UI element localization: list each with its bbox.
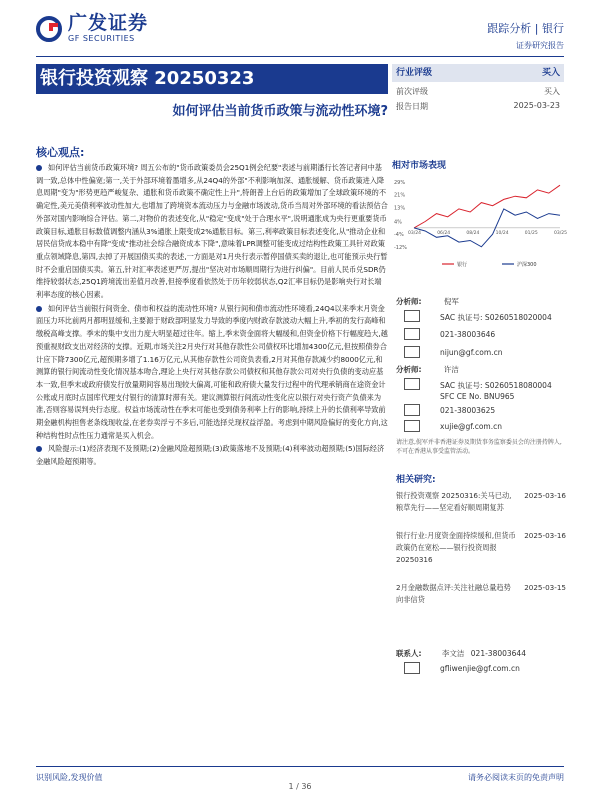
brand-logo bbox=[36, 14, 148, 43]
id-card-icon bbox=[404, 310, 420, 322]
x-tick-label: 08/24 bbox=[466, 230, 480, 236]
report-type bbox=[487, 20, 564, 51]
contact-email[interactable]: gfliwenjie@gf.com.cn bbox=[440, 664, 520, 673]
core-text-3: 风险提示:(1)经济表现不及预期;(2)金融风险超预期;(3)政策落地不及预期;(4)利率波动超预期;(5)国际经济金融风险超预期等。 bbox=[36, 444, 385, 467]
id-card-icon bbox=[404, 378, 420, 390]
analyst-2-email[interactable]: xujie@gf.com.cn bbox=[440, 422, 502, 431]
bullet-icon bbox=[36, 446, 42, 452]
report-date-value: 2025-03-23 bbox=[513, 101, 560, 110]
analyst-note: 请注意,倪军并非香港证券及期货事务监察委员会的注册持牌人,不可在香港从事受监管活动。 bbox=[396, 439, 562, 455]
x-tick-label: 06/24 bbox=[437, 230, 451, 236]
related-item[interactable] bbox=[396, 530, 566, 566]
header-divider bbox=[36, 56, 564, 57]
report-date-row bbox=[392, 99, 564, 114]
relative-performance-chart bbox=[392, 178, 567, 270]
legend-label: 沪深300 bbox=[517, 262, 537, 268]
email-icon bbox=[404, 346, 420, 358]
footer bbox=[36, 766, 564, 782]
rating-label: 行业评级 bbox=[396, 68, 433, 78]
report-category: 跟踪分析 | 银行 bbox=[487, 22, 564, 35]
core-paragraph-3 bbox=[36, 443, 388, 468]
report-label: 证券研究报告 bbox=[516, 41, 564, 50]
core-view-title: 核心观点: bbox=[36, 146, 85, 159]
related-item[interactable] bbox=[396, 582, 566, 606]
core-text-2: 如何评估当前银行间资金、债市和权益的流动性环境? 从银行间和债市流动性环境看,24Q4以来季末月资金面压力环比前两月都明显缓和,主要源于财政部明显发力导致的季度内财政存款波动大幅上升,季初的发行高峰和缴税高峰支撑。季末的集中支出力度大明显超过往年。缩上,季末资金面将大幅缓和,但资金价格下行幅度趋大,越预重视财政支出对经济的支撑。近期,市场关注2月央行对其他存款性公司债权环比增加4300亿元,但按照债券合计应下降7300亿元,超预期多增了1.16万亿元,从其他存款性公司资负表看,2月对其他存款减少约8000亿元,和测算的银行间流动性变化情况基本吻合,理论上央行对其他存款公司债权和其他存款公司对央行负债的变动应基本一致,但季末或政府债发行放量期间容易出现较大偏离,可能和政府债大量发行过程中的代理承销商在途资金计公账或月底时点国库代理支付银行的清算时滞有关。建议测算银行间流动性变化应以银行对央行资产负债来为准,否则容易误判央行态度。权益市场流动性在季末可能也受到债务利率上行的影响,持续上升的长债利率导致前期金融机构担售老条线现收益,在老券卖浮亏不多后,可能选择兑现权益浮盈。考虑到中期风险偏好的变化方向,这种结构性时点性压力通常是买入机会。 bbox=[36, 303, 388, 440]
analyst-1-label: 分析师: bbox=[396, 297, 422, 306]
core-text-1: 如何评估当前货币政策环境? 周五公布的"货币政策委员会25Q1例会纪要"表述与前期潘行长答记者问中基调一致,总体中性偏宽;第一,关于外部环境着墨增多,从24Q4的外部"不利影响加深、通胀缓解、货币政策进入降息周期"变为"形势更趋严峻复杂、通胀和货币政策不确定性上升",特朗普上台后的政策增加了全球政策环境的不确定性,美元美债利率波动性加大,也增加了跨境资本流动压力与金融市场波动,货币当局对外部环境的看法预估合外部对国内影响综合评估。第二,对物价的表述变化,从"稳定"变成"处于合理水平",说明通胀成为央行更重要货币政策目标,通胀目标数值调整内涵从3%通胀上限变成2%通胀目标。第三,利率政策目标表述变化,从"推动企业和居民信贷成本稳中有降"变成"推动社会综合融资成本下降",意味着LPR调整可能变成过结构性政策工具针对政策重点领域降息,第四,去掉了开展国债买卖的表述,一方面是对1月央行表示暂停国债买卖的退让,也可能预示央行暂时不会重启国债买卖。第五,针对汇率表述更严厉,提出"坚决对市场顺周期行为进行纠偏"。目前人民币兑SDR仍维持较弱状态,25Q1跨境流出差值月改善,但接季度看依然处于历年较弱状态,Q2汇率目标仍是影响央行对长端利率态度的核心因素。 bbox=[36, 163, 388, 300]
email-icon bbox=[404, 420, 420, 432]
brand-name-cn: 广发证券 bbox=[68, 12, 149, 34]
series-line-0 bbox=[414, 185, 560, 228]
related-item-text: 2月金融数据点评:关注社融总量趋势向非信贷 bbox=[396, 583, 511, 604]
analyst-1-name-row bbox=[396, 296, 459, 307]
contact-row bbox=[396, 648, 526, 659]
x-tick-label: 03/24 bbox=[408, 230, 421, 236]
rating-box bbox=[392, 64, 564, 114]
gf-logo-icon bbox=[36, 16, 62, 42]
analyst-2-label: 分析师: bbox=[396, 365, 422, 374]
analyst-2-sfc: SFC CE No. BNU965 bbox=[440, 392, 515, 401]
analyst-2-name-row bbox=[396, 364, 459, 375]
y-tick-label: 29% bbox=[394, 180, 406, 186]
analyst-1-email[interactable]: nijun@gf.com.cn bbox=[440, 348, 503, 357]
x-tick-label: 03/25 bbox=[554, 230, 567, 236]
core-view-body bbox=[36, 162, 388, 470]
y-tick-label: 21% bbox=[394, 192, 406, 199]
y-tick-label: -4% bbox=[394, 232, 404, 239]
related-item-text: 银行投资观察 20250316:关马已动,粮草先行——坚定看好顺周期复苏 bbox=[396, 491, 512, 512]
analyst-2-phone: 021-38003625 bbox=[440, 406, 496, 415]
chart-title: 相对市场表现 bbox=[392, 161, 447, 171]
contact-name: 李文洁 bbox=[441, 649, 465, 658]
bullet-icon bbox=[36, 165, 42, 171]
related-item-date: 2025-03-15 bbox=[524, 583, 566, 592]
footer-disclaimer: 请务必阅读末页的免责声明 bbox=[468, 773, 564, 782]
prev-rating-row bbox=[392, 82, 564, 99]
related-item-date: 2025-03-16 bbox=[524, 531, 566, 540]
bullet-icon bbox=[36, 306, 42, 312]
x-tick-label: 01/25 bbox=[524, 230, 538, 236]
legend-label: 银行 bbox=[457, 262, 468, 268]
analyst-1-sac: SAC 执证号: S0260518020004 bbox=[440, 313, 552, 322]
y-tick-label: -12% bbox=[394, 244, 407, 251]
analyst-2-name: 许洁 bbox=[443, 365, 459, 374]
core-paragraph-1 bbox=[36, 162, 388, 302]
report-subtitle: 如何评估当前货币政策与流动性环境? bbox=[172, 104, 388, 119]
prev-rating-value: 买入 bbox=[544, 87, 560, 96]
report-title: 银行投资观察 20250323 bbox=[36, 64, 388, 94]
rating-header bbox=[392, 64, 564, 82]
report-date-label: 报告日期 bbox=[396, 102, 428, 111]
core-paragraph-2 bbox=[36, 303, 388, 443]
contact-phone: 021-38003644 bbox=[470, 649, 526, 658]
phone-icon bbox=[404, 328, 420, 340]
email-icon bbox=[404, 662, 420, 674]
rating-value: 买入 bbox=[541, 68, 560, 78]
footer-slogan: 识别风险,发现价值 bbox=[36, 773, 103, 782]
related-item-date: 2025-03-16 bbox=[524, 491, 566, 500]
y-tick-label: 4% bbox=[394, 219, 402, 226]
related-item-text: 银行行业:月度资金面持续缓和,但货币政策仍在宽松——银行投资周报 20250316 bbox=[396, 531, 516, 564]
related-research-title: 相关研究: bbox=[396, 475, 436, 485]
related-item[interactable] bbox=[396, 490, 566, 514]
phone-icon bbox=[404, 404, 420, 416]
page-number: 1 / 36 bbox=[288, 782, 312, 791]
analyst-1-name: 倪军 bbox=[443, 297, 459, 306]
analyst-1-phone: 021-38003646 bbox=[440, 330, 496, 339]
prev-rating-label: 前次评级 bbox=[396, 87, 428, 96]
x-tick-label: 10/24 bbox=[495, 230, 509, 236]
brand-name-en: GF SECURITIES bbox=[68, 34, 135, 43]
y-tick-label: 13% bbox=[394, 205, 406, 212]
analyst-2-sac: SAC 执证号: S0260518080004 bbox=[440, 381, 552, 390]
contact-label: 联系人: bbox=[396, 649, 422, 658]
